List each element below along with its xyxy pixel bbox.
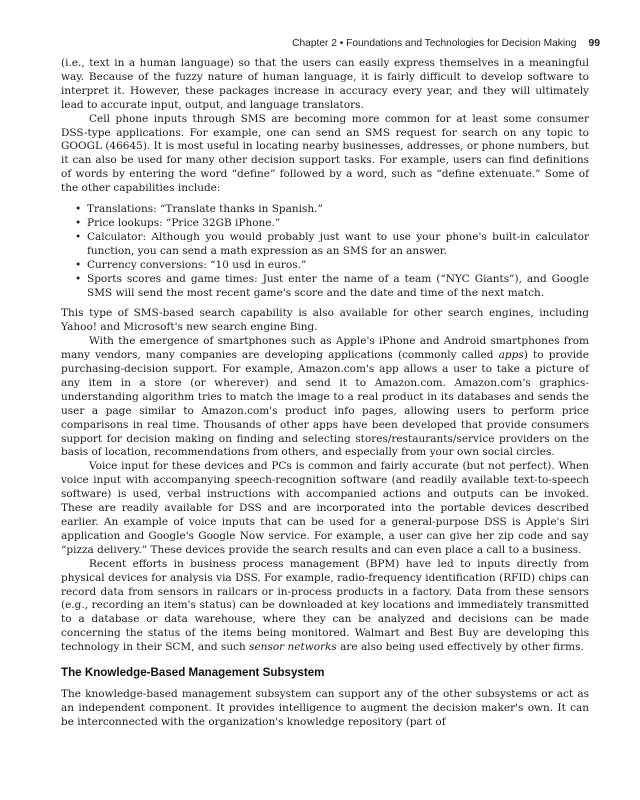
body-text (61, 57, 589, 730)
italic-term-apps: apps (498, 349, 524, 362)
list-item: • Currency conversions: “10 usd in euros.” (87, 259, 589, 273)
list-item: • Price lookups: “Price 32GB iPhone.” (87, 217, 589, 231)
page-number: 99 (588, 38, 600, 49)
paragraph-voice-input: Voice input for these devices and PCs is common and fairly accurate (but not perfect). When voice input with accompanying speech-recognition software (and readily available text-to-speech software) is used, verbal instructions with accompanied actions and outputs can be invoked. These are readily available for DSS and are incorporated into the portable devices described earlier. An example of voice inputs that can be used for a general-purpose DSS is Apple's Siri application and Google's Google Now service. For example, a user can give her zip code and say “pizza delivery.” These devices provide the search results and can even place a call to a business. (61, 460, 589, 556)
text-run: With the emergence of smartphones such as Apple's iPhone and Android smartphones from many vendors, many companies are developing applications (commonly called (61, 335, 589, 362)
list-item: • Calculator: Although you would probably just want to use your phone's built-in calculator function, you can send a math expression as an SMS for an answer. (87, 231, 589, 259)
running-head-text: Chapter 2 • Foundations and Technologies for Decision Making (292, 38, 577, 49)
paragraph-knowledge-subsystem: The knowledge-based management subsystem can support any of the other subsystems or act as an independent component. It provides intelligence to augment the decision maker's own. It can be interconnected with the organization's knowledge repository (part of (61, 687, 589, 728)
paragraph-sms-inputs: Cell phone inputs through SMS are becoming more common for at least some consumer DSS-type applications. For example, one can send an SMS request for search on any topic to GOOGL (46645). It is most useful in locating nearby businesses, addresses, or phone numbers, but it can also be used for many other decision support tasks. For example, users can find definitions of words by entering the word “define” followed by a word, such as “define extenuate.” Some of the other capabilities include: (61, 112, 589, 195)
italic-term-sensor-networks: sensor networks (249, 641, 337, 654)
text-run: ) to provide purchasing-decision support. For example, Amazon.com's app allows a user to take a picture of any item in a store (or wherever) and send it to Amazon.com. Amazon.com's graphics-understanding algorithm tries to match the image to a real product in its databases and sends the user a page similar to Amazon.com's product info pages, allowing users to perform price comparisons in real time. Thousands of other apps have been developed that provide consumers support for decision making on finding and selecting stores/restaurants/service providers on the basis of location, recommendations from others, and especially from your own social circles. (61, 349, 589, 459)
paragraph-sms-search: This type of SMS-based search capability is also available for other search engines, including Yahoo! and Microsoft's new search engine Bing. (61, 307, 589, 334)
paragraph-bpm (61, 558, 589, 655)
section-heading: The Knowledge-Based Management Subsystem (61, 666, 325, 680)
paragraph-continuation: (i.e., text in a human language) so that the users can easily express themselves in a meaningful way. Because of the fuzzy nature of human language, it is fairly difficult to develop software to interpret it. However, these packages increase in accuracy every year, and they will ultimately lead to accurate input, output, and language translators. (61, 57, 589, 111)
list-item: • Sports scores and game times: Just enter the name of a team (“NYC Giants”), and Google SMS will send the most recent game's score and the date and time of the next match. (87, 273, 589, 301)
text-run: are also being used effectively by other firms. (336, 641, 584, 654)
running-header (61, 38, 600, 49)
capabilities-list (61, 203, 589, 300)
text-run: Recent efforts in business process management (BPM) have led to inputs directly from physical devices for analysis via DSS. For example, radio-frequency identification (RFID) chips can record data from sensors in railcars or in-process products in a factory. Data from these sensors (e.g., recording an item's status) can be downloaded at key locations and immediately transmitted to a database or data warehouse, where they can be analyzed and decisions can be made concerning the status of the items being monitored. Walmart and Best Buy are developing this technology in their SCM, and such (61, 557, 589, 654)
paragraph-smartphones (61, 335, 589, 460)
list-item: • Translations: “Translate thanks in Spanish.” (87, 203, 589, 217)
